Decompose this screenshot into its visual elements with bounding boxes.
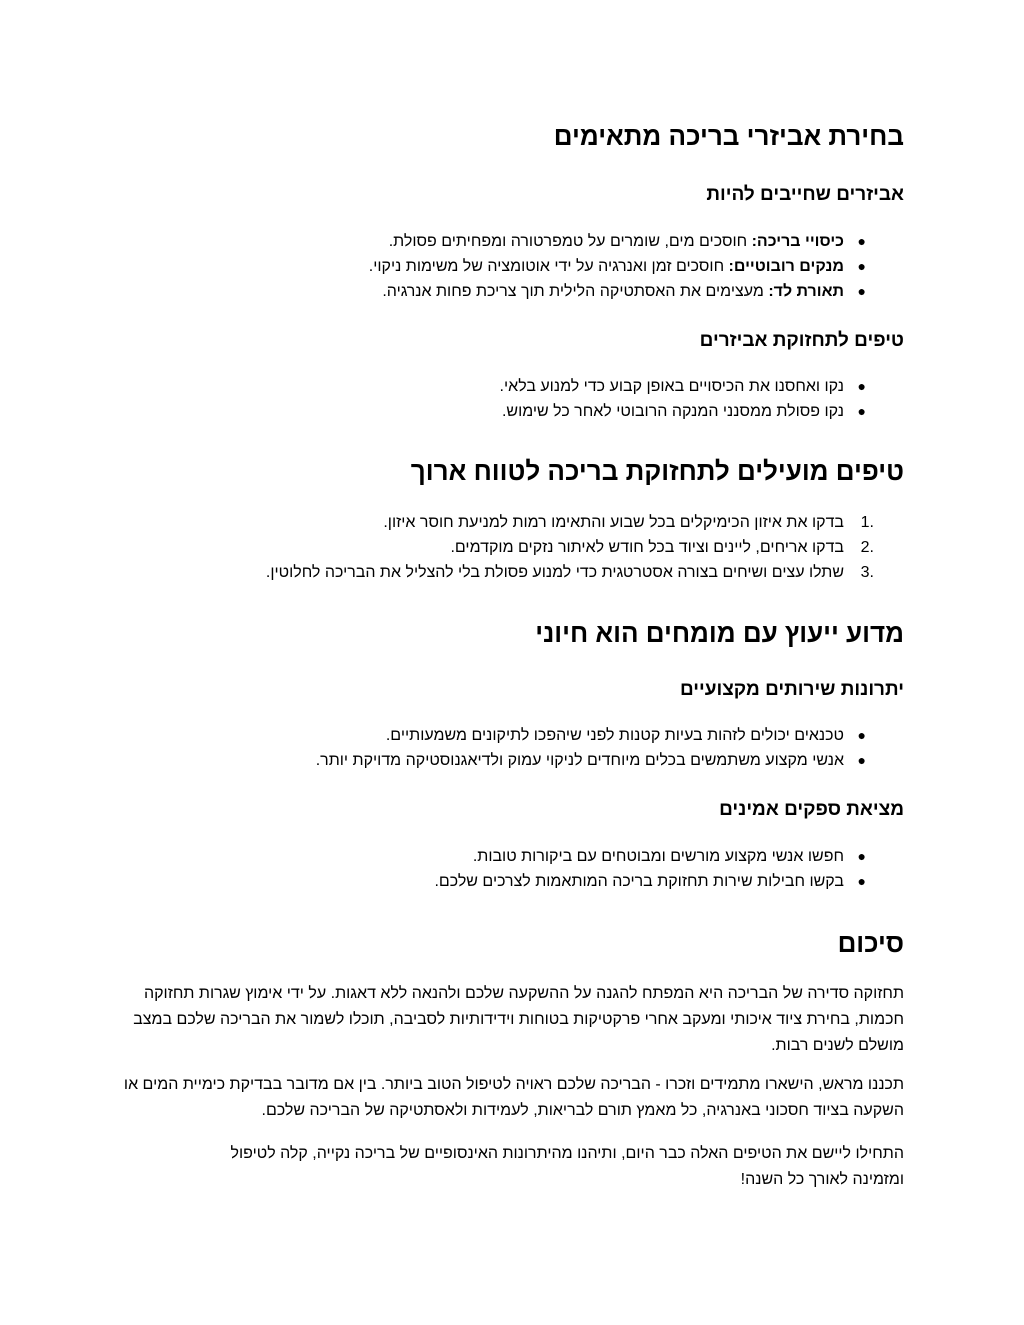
item-number: 1. — [860, 514, 874, 531]
list-item — [104, 869, 904, 894]
subsection-title-advantages: יתרונות שירותים מקצועיים — [679, 679, 904, 700]
item-text: בדקו את איזון הכימיקלים בכל שבוע והתאימו רמות למניעת חוסר איזון. — [383, 514, 844, 531]
long-term-tips-list — [104, 510, 904, 585]
subsection-title-suppliers: מציאת ספקים אמינים — [719, 799, 904, 820]
section-title-experts: מדוע ייעוץ עם מומחים הוא חיוני — [535, 618, 904, 648]
item-number: 3. — [860, 564, 874, 581]
subsection-title-maintenance: טיפים לתחזוקת אביזרים — [699, 330, 904, 351]
item-text: נקו פסולת ממסנני המנקה הרובוטי לאחר כל שימוש. — [501, 403, 844, 420]
advantages-list — [104, 723, 904, 773]
bullet-icon: ● — [857, 233, 866, 249]
item-text: טכנאים יכולים לזהות בעיות קטנות לפני שיהפכו לתיקונים משמעותיים. — [385, 727, 844, 744]
list-item — [104, 254, 904, 279]
item-text: נקו ואחסנו את הכיסויים באופן קבוע כדי למנוע בלאי. — [499, 378, 844, 395]
bullet-icon: ● — [857, 727, 866, 743]
bullet-icon: ● — [857, 403, 866, 419]
item-number: 2. — [860, 539, 874, 556]
summary-paragraph: תחזוקה סדירה של הבריכה היא המפתח להגנה על ההשקעה שלכם ולהנאה ללא דאגות. על ידי אימוץ שגרות תחזוקה חכמות, בחירת ציוד איכותי ומעקב אחרי פרקטיקות בטוחות וידידותיות לסביבה, תוכלו לשמור את הבריכה שלכם במצב מושלם לשנים רבות. — [133, 985, 904, 1054]
section-title-long-term-tips: טיפים מועילים לתחזוקת בריכה לטווח ארוך — [410, 456, 904, 486]
bullet-icon: ● — [857, 873, 866, 889]
item-term: כיסויי בריכה: — [751, 233, 844, 250]
item-term: תאורת לד: — [768, 283, 844, 300]
list-item — [104, 723, 904, 748]
list-item — [104, 279, 904, 304]
list-item — [104, 374, 904, 399]
must-have-list — [104, 229, 904, 304]
item-text: שתלו עצים ושיחים בצורה אסטרטגית כדי למנוע פסולת בלי להצליל את הבריכה לחלוטין. — [265, 564, 844, 581]
suppliers-list — [104, 844, 904, 894]
list-item — [104, 510, 904, 535]
summary-paragraph: התחילו ליישם את הטיפים האלה כבר היום, ותיהנו מהיתרונות האינסופיים של בריכה נקייה, קלה לטיפול ומזמינה לאורך כל השנה! — [230, 1145, 904, 1188]
list-item — [104, 229, 904, 254]
summary-paragraph: תכננו מראש, הישארו מתמידים וזכרו - הבריכה שלכם ראויה לטיפול הטוב ביותר. בין אם מדובר בבדיקת כימיית המים או השקעה בציוד חסכוני באנרגיה, כל מאמץ תורם לבריאות, לעמידות ולאסתטיקה של הבריכה שלכם. — [123, 1076, 904, 1119]
list-item — [104, 399, 904, 424]
item-term: מנקים רובוטיים: — [728, 258, 844, 275]
item-text: בדקו אריחים, ליינים וציוד בכל חודש לאיתור נזקים מוקדמים. — [450, 539, 844, 556]
bullet-icon: ● — [857, 283, 866, 299]
bullet-icon: ● — [857, 848, 866, 864]
item-text: אנשי מקצוע משתמשים בכלים מיוחדים לניקוי עמוק ולדיאגנוסטיקה מדויקת יותר. — [315, 752, 844, 769]
list-item — [104, 844, 904, 869]
bullet-icon: ● — [857, 258, 866, 274]
section-title-summary: סיכום — [837, 928, 904, 958]
item-text: מעצימים את האסתטיקה הלילית תוך צריכת פחות אנרגיה. — [382, 283, 769, 300]
list-item — [104, 560, 904, 585]
list-item — [104, 748, 904, 773]
bullet-icon: ● — [857, 752, 866, 768]
section-title-accessories: בחירת אביזרי בריכה מתאימים — [553, 121, 904, 151]
item-text: חפשו אנשי מקצוע מורשים ומבוטחים עם ביקורות טובות. — [472, 848, 844, 865]
item-text: חוסכים מים, שומרים על טמפרטורה ומפחיתים פסולת. — [388, 233, 752, 250]
maintenance-tips-list — [104, 374, 904, 424]
bullet-icon: ● — [857, 378, 866, 394]
item-text: בקשו חבילות שירות תחזוקת בריכה המותאמות לצרכים שלכם. — [434, 873, 844, 890]
list-item — [104, 535, 904, 560]
item-text: חוסכים זמן ואנרגיה על ידי אוטומציה של משימות ניקוי. — [368, 258, 729, 275]
subsection-title-must-have: אביזרים שחייבים להיות — [706, 184, 904, 205]
